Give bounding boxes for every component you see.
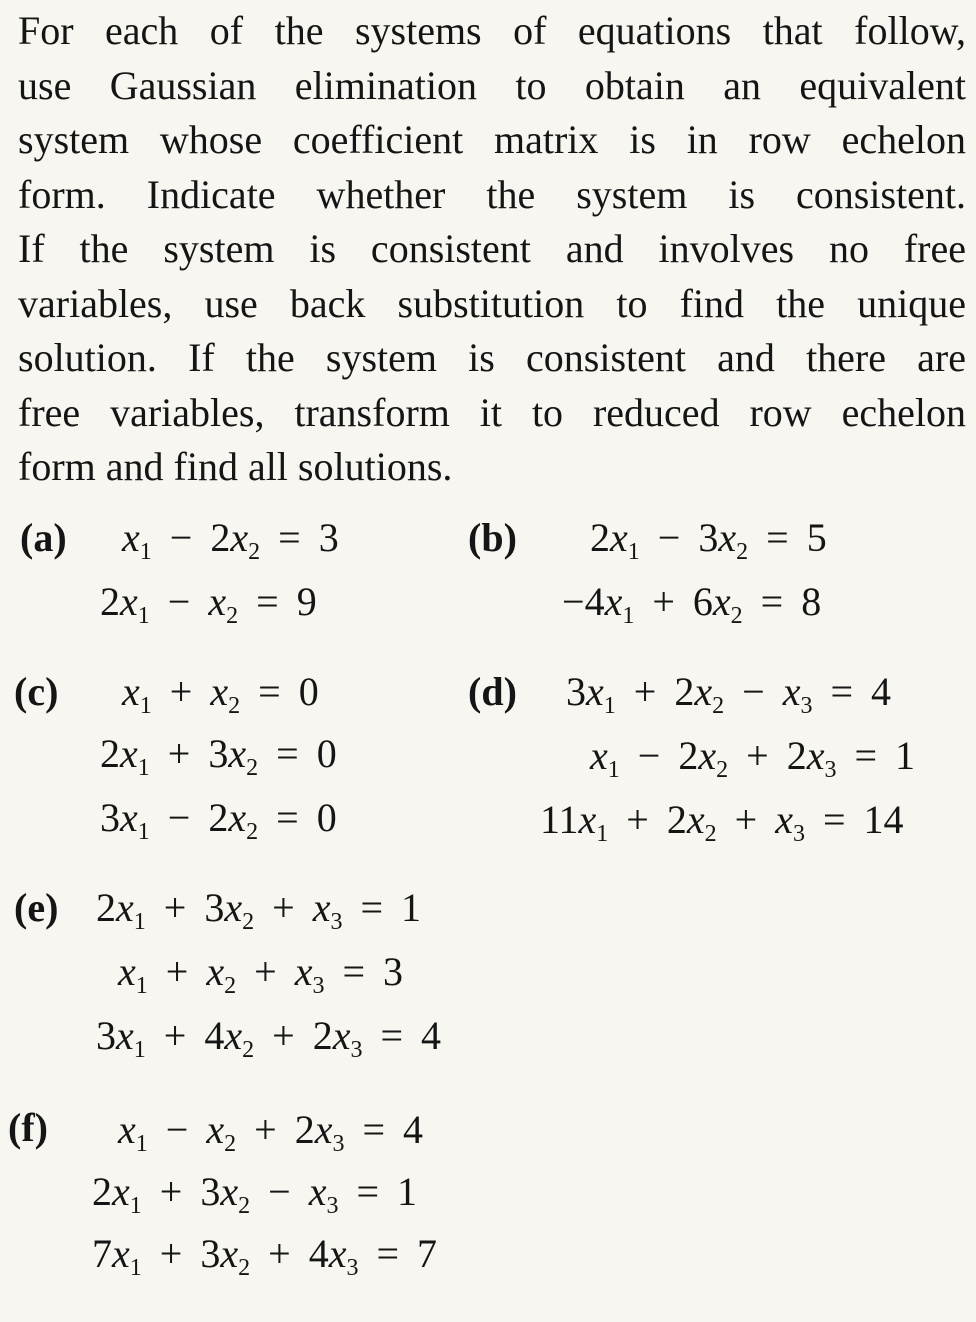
instruction-line: If the system is consistent and involves no free: [18, 226, 966, 271]
problem-c-label: (c): [14, 669, 59, 714]
problem-e-equation-3: $3x_1 + 4x_2 + 2x_3 = 4$: [96, 1013, 442, 1063]
problem-f-equation-1: $x_1 - x_2 + 2x_3 = 4$: [118, 1107, 424, 1157]
problem-c-equation-1: $x_1 + x_2 = 0$: [122, 669, 319, 719]
problem-c-equation-3: $3x_1 - 2x_2 = 0$: [100, 795, 337, 845]
problem-e-equation-2: $x_1 + x_2 + x_3 = 3$: [118, 949, 404, 999]
instruction-line: solution. If the system is consistent and there are: [18, 335, 966, 380]
problem-a-label: (a): [20, 515, 67, 560]
problem-d-equation-2: $x_1 - 2x_2 + 2x_3 = 1$: [590, 733, 916, 783]
problem-d-equation-1: $3x_1 + 2x_2 - x_3 = 4$: [566, 669, 892, 719]
problem-d-equation-3: $11x_1 + 2x_2 + x_3 = 14$: [540, 797, 904, 847]
problem-c-equation-2: $2x_1 + 3x_2 = 0$: [100, 731, 337, 781]
problem-f-equation-2: $2x_1 + 3x_2 - x_3 = 1$: [92, 1169, 418, 1219]
problem-a-equation-2: $2x_1 - x_2 = 9$: [100, 579, 317, 629]
instruction-line: system whose coefficient matrix is in row echelon: [18, 117, 966, 162]
problem-d-label: (d): [468, 669, 517, 714]
problem-b-equation-2: $-4x_1 + 6x_2 = 8$: [562, 579, 822, 629]
problem-e-label: (e): [14, 885, 59, 930]
problem-f-label: (f): [8, 1105, 48, 1150]
instruction-line: For each of the systems of equations that follow,: [18, 8, 966, 53]
problem-a-equation-1: $x_1 - 2x_2 = 3$: [122, 515, 339, 565]
instruction-line: free variables, transform it to reduced row echelon: [18, 389, 966, 435]
instruction-line: form and find all solutions.: [18, 444, 453, 489]
instruction-line: form. Indicate whether the system is consistent.: [18, 171, 966, 217]
instruction-line: use Gaussian elimination to obtain an equivalent: [18, 62, 966, 108]
problem-e-equation-1: $2x_1 + 3x_2 + x_3 = 1$: [96, 885, 422, 935]
instruction-line: variables, use back substitution to find the unique: [18, 280, 966, 326]
problem-b-equation-1: $2x_1 - 3x_2 = 5$: [590, 515, 827, 565]
problem-b-label: (b): [468, 515, 517, 560]
problem-f-equation-3: $7x_1 + 3x_2 + 4x_3 = 7$: [92, 1231, 438, 1281]
instructions-paragraph: [18, 4, 966, 495]
